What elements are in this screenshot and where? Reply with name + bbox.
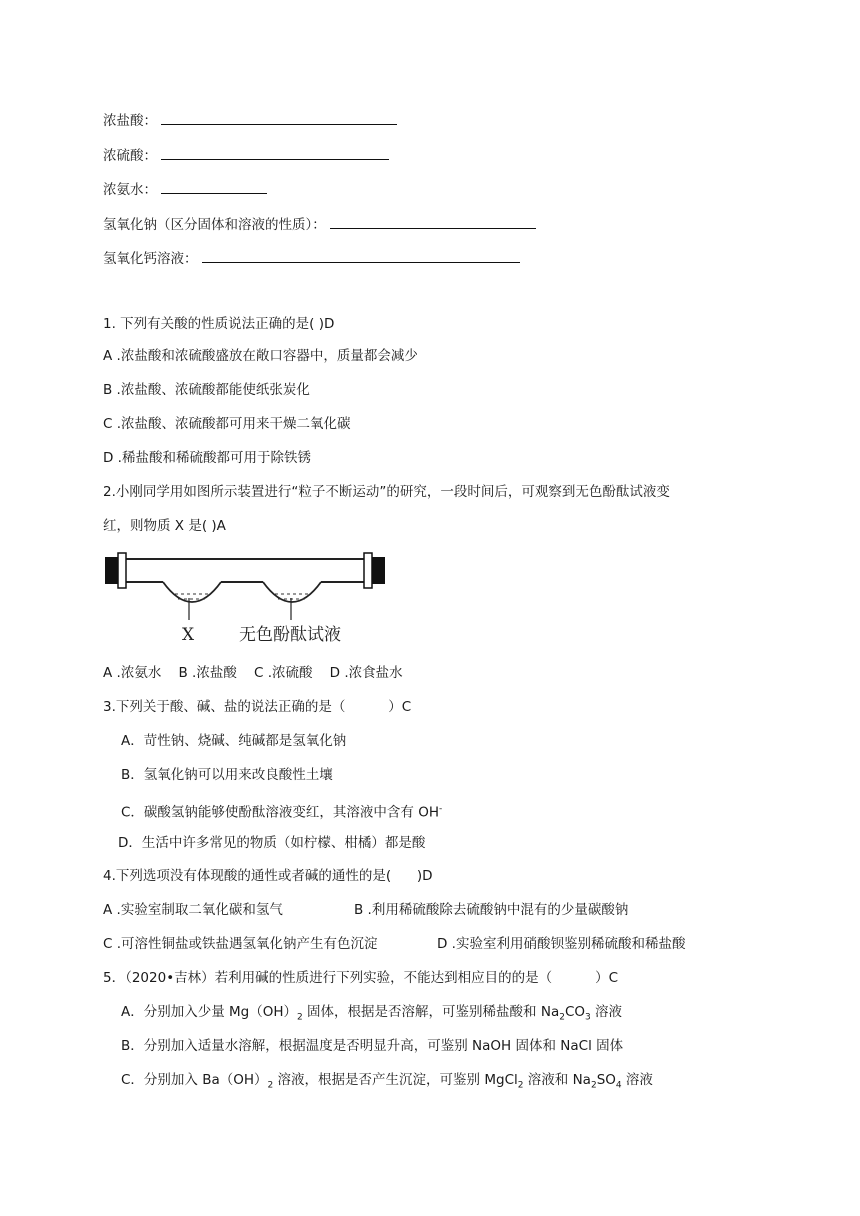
q5-stem: 5．（2020•吉林）若利用碱的性质进行下列实验，不能达到相应目的的是（ ）C (103, 970, 618, 986)
q4-stem: 4.下列选项没有体现酸的通性或者碱的通性的是( )D (103, 868, 433, 884)
blank-label: 氢氧化钙溶液： (103, 251, 198, 267)
q3-option-b: B．氢氧化钠可以用来改良酸性土壤 (121, 767, 333, 783)
q2-stem-line1: 2.小刚同学用如图所示装置进行“粒子不断运动”的研究，一段时间后，可观察到无色酚酞试液变 (103, 484, 670, 500)
label-x: X (182, 625, 195, 645)
q5-option-c: C．分别加入 $Ba(OH)_2$ 溶液，根据是否产生沉淀，可鉴别 MgCl$_2$ 溶液和 $Na_2SO_4$ 溶液 (121, 1072, 653, 1091)
q4-row-ab (103, 900, 753, 920)
q2-stem-line2: 红，则物质 X 是( )A (103, 518, 226, 534)
glass-tube-diagram (103, 552, 393, 646)
q3-option-c-text: C．碳酸氢钠能够使酚酞溶液变红，其溶液中含有 OH (121, 804, 439, 821)
q3-option-c (121, 799, 442, 823)
blank-line-ammonia (103, 179, 267, 200)
q3-stem: 3.下列关于酸、碱、盐的说法正确的是（ ）C (103, 699, 412, 715)
blank-label: 浓盐酸： (103, 113, 157, 129)
q4-option-a: A .实验室制取二氧化碳和氢气 (103, 902, 283, 918)
q4-option-c: C .可溶性铜盐或铁盐遇氢氧化钠产生有色沉淀 (103, 936, 378, 952)
q3-option-a: A．苛性钠、烧碱、纯碱都是氢氧化钠 (121, 733, 347, 749)
q1-option-c: C .浓盐酸、浓硫酸都可用来干燥二氧化碳 (103, 416, 351, 432)
blank-line-caoh2 (103, 248, 520, 269)
answer-blank[interactable] (161, 179, 267, 194)
q3-oh-charge: - (439, 804, 443, 814)
q4-row-cd (103, 934, 753, 954)
q4-option-b: B .利用稀硫酸除去硫酸钠中混有的少量碳酸钠 (354, 902, 629, 918)
answer-blank[interactable] (161, 110, 397, 125)
blank-label: 浓氨水： (103, 182, 157, 198)
q3-option-d: D．生活中许多常见的物质（如柠檬、柑橘）都是酸 (118, 835, 426, 851)
answer-blank[interactable] (161, 145, 389, 160)
q1-option-a: A .浓盐酸和浓硫酸盛放在敞口容器中，质量都会减少 (103, 348, 418, 364)
blank-label: 浓硫酸： (103, 148, 157, 164)
q1-option-b: B .浓盐酸、浓硫酸都能使纸张炭化 (103, 382, 310, 398)
answer-blank[interactable] (330, 214, 536, 229)
blank-line-naoh (103, 214, 536, 235)
blank-label: 氢氧化钠（区分固体和溶液的性质）： (103, 217, 326, 233)
q1-option-d: D .稀盐酸和稀硫酸都可用于除铁锈 (103, 450, 311, 466)
q1-stem: 1. 下列有关酸的性质说法正确的是( )D (103, 316, 335, 332)
label-phenolphthalein: 无色酚酞试液 (239, 625, 341, 645)
blank-line-h2so4 (103, 145, 389, 166)
q5-option-b: B．分别加入适量水溶解，根据温度是否明显升高，可鉴别 NaOH 固体和 NaCl 固体 (121, 1038, 624, 1054)
q4-option-d: D .实验室利用硝酸钡鉴别稀硫酸和稀盐酸 (437, 936, 686, 952)
q2-options: A .浓氨水 B .浓盐酸 C .浓硫酸 D .浓食盐水 (103, 665, 403, 681)
answer-blank[interactable] (202, 248, 520, 263)
blank-line-hcl (103, 110, 397, 131)
q5-option-a: A．分别加入少量 $Mg(OH)_2$ 固体，根据是否溶解，可鉴别稀盐酸和 $Na_2CO_3$ 溶液 (121, 1004, 623, 1023)
